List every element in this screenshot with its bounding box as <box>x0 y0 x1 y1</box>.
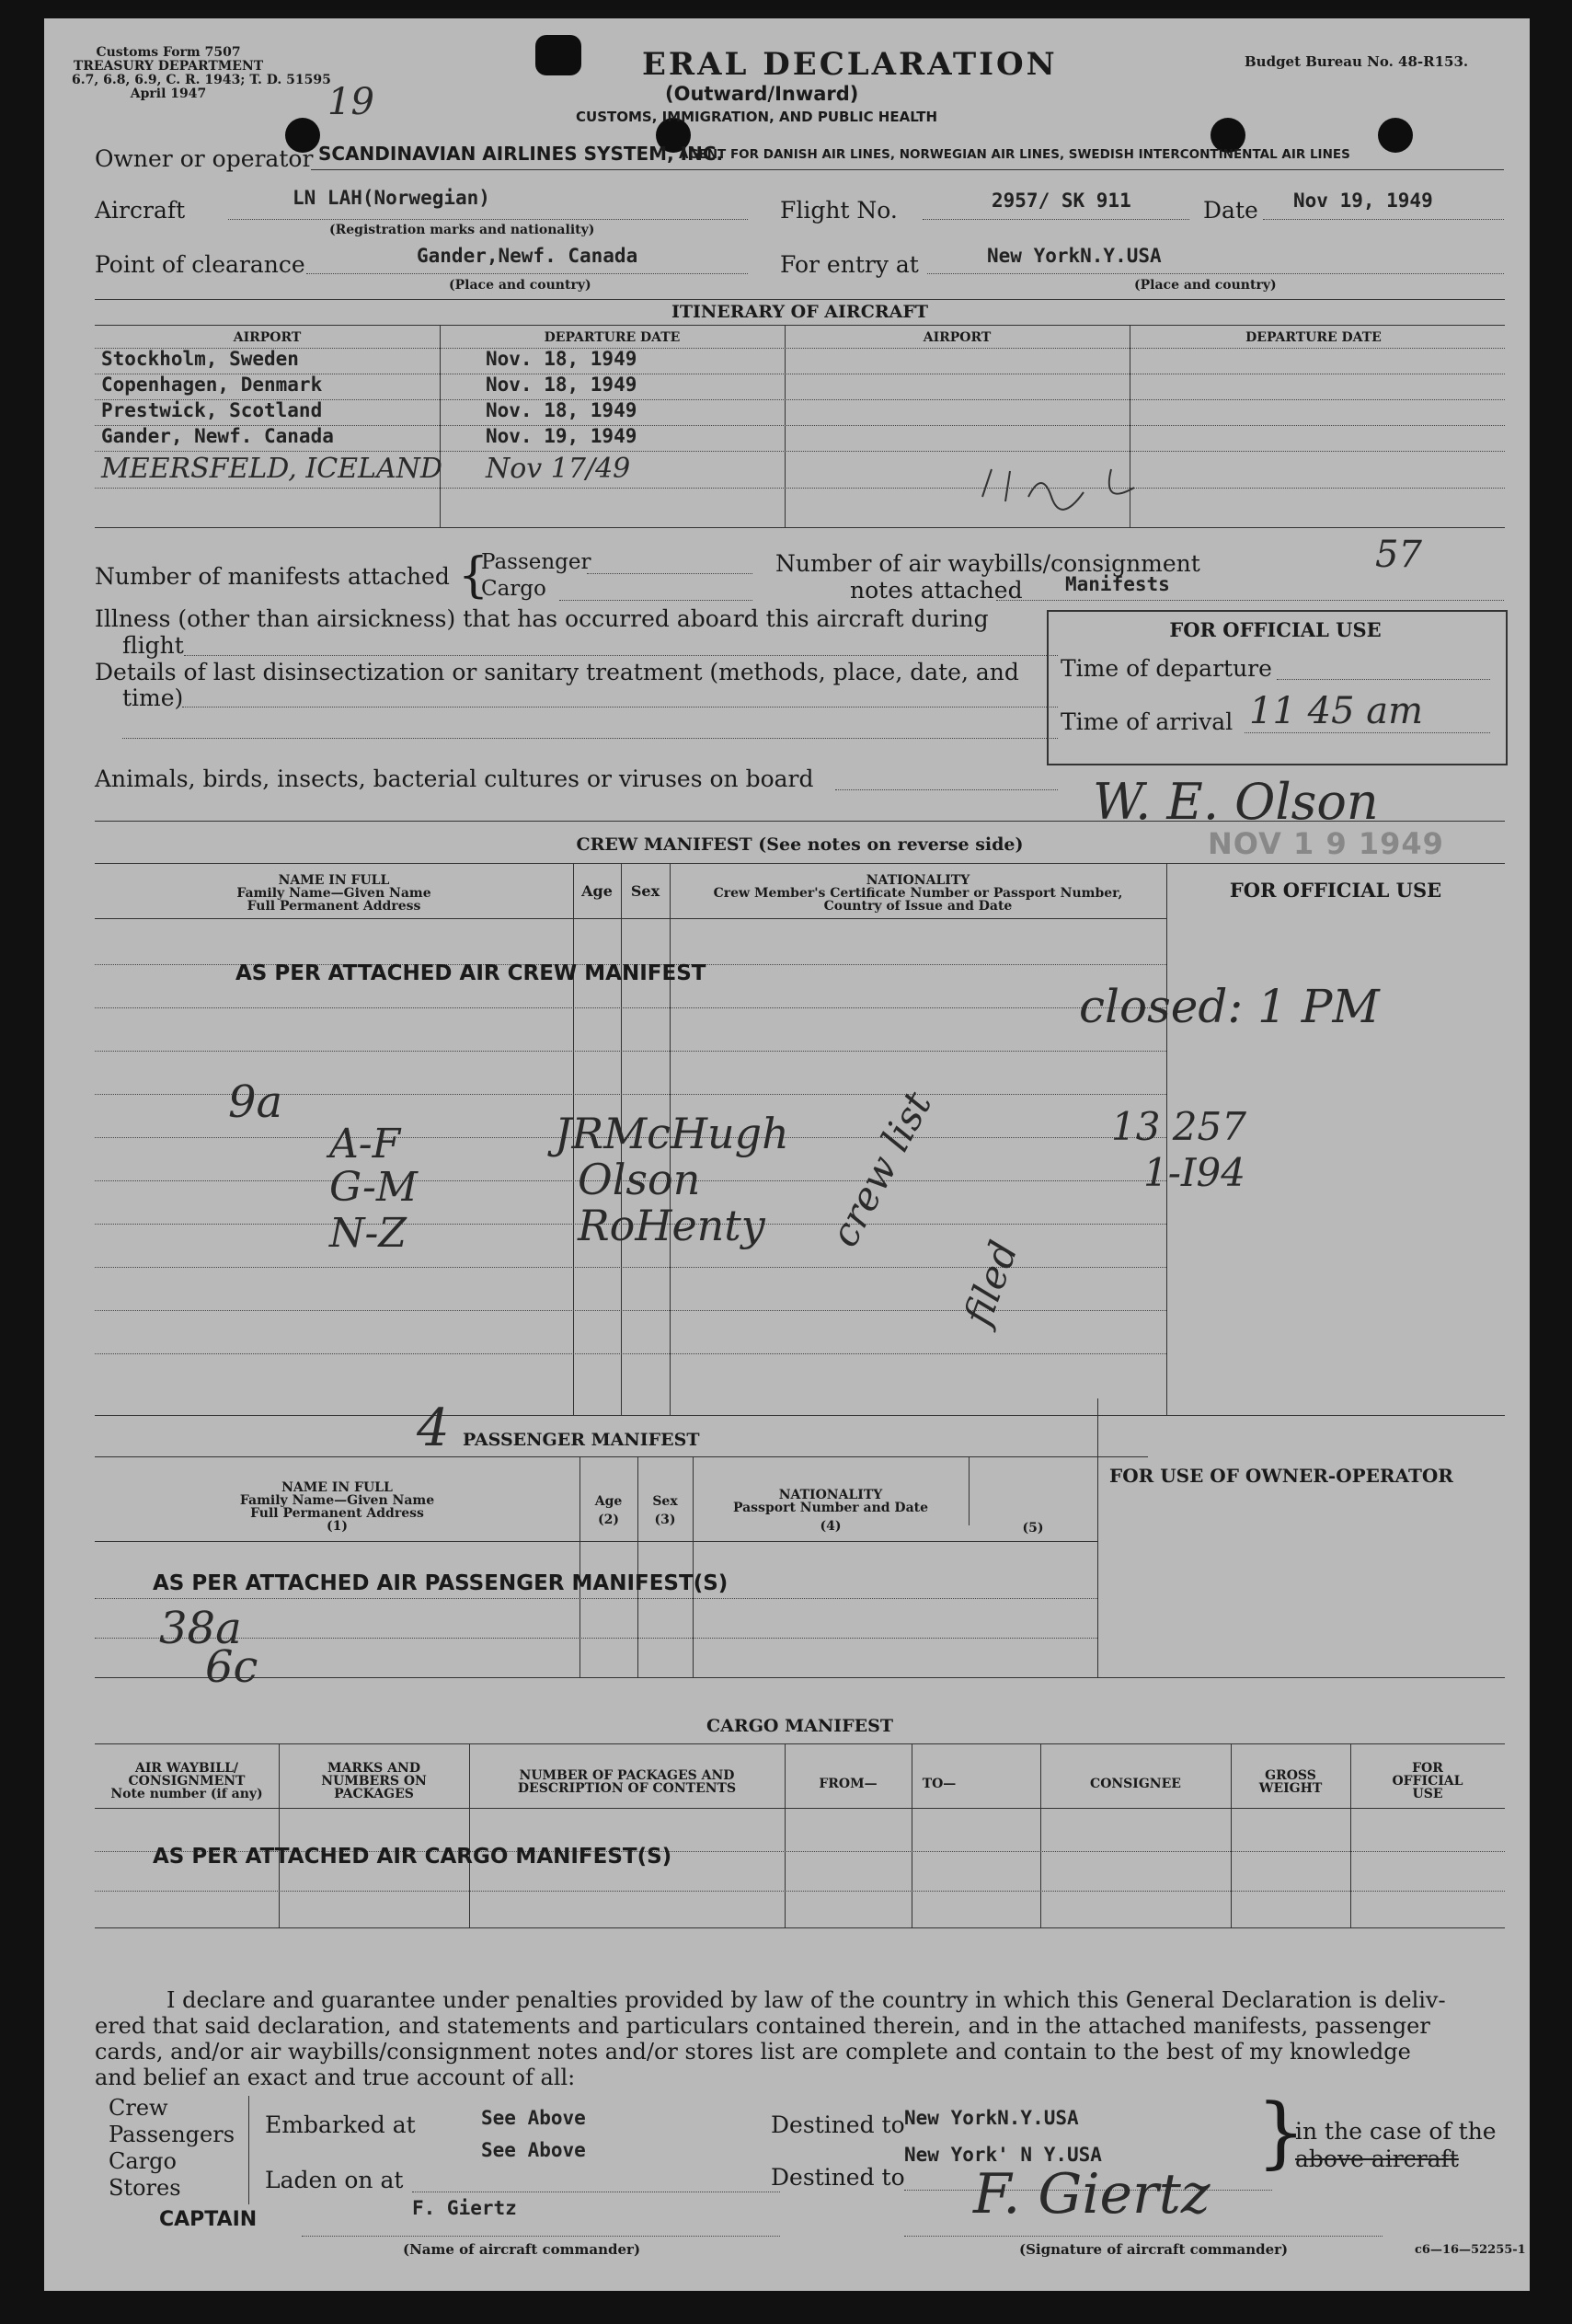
declaration-form <box>44 18 1530 2291</box>
cargo-col-official-2: OFFICIAL <box>1392 1774 1463 1789</box>
aircraft-rule <box>228 219 748 220</box>
passenger-col-name-num: (1) <box>327 1519 348 1534</box>
passenger-stamp-line: AS PER ATTACHED AIR PASSENGER MANIFEST(S) <box>153 1571 729 1595</box>
animals-label: Animals, birds, insects, bacterial cultures or viruses on board <box>95 765 814 792</box>
crew-col-name-2: Family Name—Given Name <box>236 886 431 901</box>
declaration-line: cards, and/or air waybills/consignment notes and/or stores list are complete and contain to the best of my knowledge <box>95 2039 1411 2065</box>
clearance-value: Gander,Newf. Canada <box>417 245 638 267</box>
cargo-head-bottom-rule <box>95 1808 1505 1809</box>
declaration-brace-rule <box>248 2096 249 2204</box>
itinerary-row-rule <box>95 488 1505 489</box>
crew-head-rule <box>95 863 1505 864</box>
budget-number: Budget Bureau No. 48-R153. <box>1245 53 1469 70</box>
clearance-rule <box>306 273 748 274</box>
disinsect-label: Details of last disinsectization or sanitary treatment (methods, place, date, and <box>95 659 1019 685</box>
date-label: Date <box>1203 197 1258 224</box>
passenger-col-sex <box>637 1495 693 1526</box>
cargo-col-waybill-2: CONSIGNMENT <box>128 1774 246 1789</box>
cargo-col-from: FROM— <box>819 1777 878 1791</box>
form-line: Customs Form 7507 <box>96 45 241 60</box>
destined-value-2: New York' N Y.USA <box>904 2144 1102 2166</box>
owner-operator-use: FOR USE OF OWNER-OPERATOR <box>1109 1465 1453 1487</box>
illness-label2: flight <box>122 632 184 659</box>
form-agencies: CUSTOMS, IMMIGRATION, AND PUBLIC HEALTH <box>576 109 938 125</box>
crew-row-rule <box>95 1310 1166 1311</box>
cargo-col-official <box>1350 1762 1505 1801</box>
official-use-title: FOR OFFICIAL USE <box>1169 618 1382 641</box>
crew-hand-signature: RoHenty <box>578 1201 765 1250</box>
waybills-rule <box>996 600 1504 601</box>
commander-rule <box>302 2236 780 2237</box>
destined-label-1: Destined to <box>771 2111 905 2138</box>
crew-top-rule <box>95 821 1505 822</box>
entry-caption: (Place and country) <box>1134 278 1277 293</box>
itinerary-header-airport-1: AIRPORT <box>233 330 302 345</box>
itinerary-airport: Copenhagen, Denmark <box>101 374 323 396</box>
itinerary-header-date-1: DEPARTURE DATE <box>544 330 681 345</box>
itinerary-header-date-2: DEPARTURE DATE <box>1245 330 1382 345</box>
illness-rule <box>184 655 1058 656</box>
in-case-label: in the case of the <box>1295 2118 1497 2145</box>
crew-col-nat-2: Crew Member's Certificate Number or Passport Number, <box>713 886 1123 901</box>
official-signature: W. E. Olson <box>1093 773 1379 831</box>
cargo-col-packages-1: NUMBER OF PACKAGES AND <box>519 1768 735 1783</box>
cargo-col-weight-1: GROSS <box>1265 1768 1316 1783</box>
aircraft-value: LN LAH(Norwegian) <box>293 187 490 209</box>
departure-rule <box>1277 679 1490 680</box>
entry-rule <box>927 273 1504 274</box>
print-code: c6—16—52255-1 <box>1415 2243 1526 2257</box>
declaration-item: Stores <box>109 2175 181 2201</box>
cargo-col-packages-2: DESCRIPTION OF CONTENTS <box>517 1781 737 1796</box>
crew-hand-number: 13 257 <box>1111 1104 1246 1149</box>
owner-rule <box>311 169 1504 170</box>
punch-hole <box>535 35 581 75</box>
waybills-value: Manifests <box>1065 573 1170 595</box>
itinerary-col-rule <box>440 325 441 527</box>
signature-rule <box>904 2236 1383 2237</box>
commander-name: F. Giertz <box>412 2197 517 2219</box>
embarked-label: Embarked at <box>265 2111 416 2138</box>
manifests-cargo-rule <box>559 600 752 601</box>
cargo-head-rule <box>95 1743 1505 1744</box>
cargo-col-waybill-3: Note number (if any) <box>110 1787 263 1801</box>
waybills-label2: notes attached <box>850 577 1023 604</box>
passenger-col-nat-num: (4) <box>820 1519 842 1534</box>
aircraft-label: Aircraft <box>95 197 186 224</box>
declaration-text <box>95 1987 1446 2090</box>
itinerary-airport: Prestwick, Scotland <box>101 399 323 421</box>
disinsect-rule <box>182 707 1058 708</box>
manifests-passenger: Passenger <box>481 550 591 574</box>
waybills-label: Number of air waybills/consignment <box>775 550 1200 577</box>
destined-value-1: New YorkN.Y.USA <box>904 2107 1079 2129</box>
passenger-col-rule <box>969 1456 970 1525</box>
flight-label: Flight No. <box>780 197 898 224</box>
crew-hand-note: crew list <box>821 1084 941 1255</box>
itinerary-date: Nov. 18, 1949 <box>486 399 637 421</box>
cargo-col-waybill-1: AIR WAYBILL/ <box>134 1761 239 1776</box>
passenger-row-rule <box>95 1598 1097 1599</box>
manifests-handwritten-count: 57 <box>1375 534 1422 576</box>
flight-rule <box>923 219 1189 220</box>
owner-label: Owner or operator <box>95 145 314 172</box>
itinerary-date-handwritten: Nov 17/49 <box>486 453 631 485</box>
cargo-col-rule <box>1040 1743 1041 1927</box>
passenger-col-name-2: Family Name—Given Name <box>239 1493 435 1508</box>
crew-col-age: Age <box>581 882 613 900</box>
disinsect-rule <box>122 738 1058 739</box>
cargo-col-weight <box>1231 1769 1350 1795</box>
disinsect-label2: time) <box>122 685 184 711</box>
cargo-col-waybill <box>95 1762 279 1801</box>
form-line: 6.7, 6.8, 6.9, C. R. 1943; T. D. 51595 <box>72 73 331 87</box>
crew-row-rule <box>95 1007 1166 1008</box>
passenger-hand-38a: 38a <box>159 1603 242 1654</box>
cargo-col-marks-2: NUMBERS ON <box>321 1774 427 1789</box>
arrival-label: Time of arrival <box>1061 708 1234 735</box>
passenger-col-name-3: Full Permanent Address <box>250 1506 424 1521</box>
passenger-col-sex-num: (3) <box>654 1513 676 1527</box>
cargo-row-rule <box>95 1891 1505 1892</box>
crew-hand-range: G-M <box>329 1164 418 1211</box>
crew-head-bottom-rule <box>95 918 1166 919</box>
owner-name: SCANDINAVIAN AIRLINES SYSTEM, INC. <box>318 143 724 165</box>
animals-rule <box>835 789 1058 790</box>
cargo-bottom-rule <box>95 1927 1505 1928</box>
departure-label: Time of departure <box>1061 655 1272 682</box>
crew-row-rule <box>95 1051 1166 1052</box>
cargo-col-consignee: CONSIGNEE <box>1090 1777 1181 1791</box>
passenger-hand-6c: 6c <box>205 1641 258 1693</box>
crew-col-sex: Sex <box>630 882 660 900</box>
cargo-col-packages <box>469 1769 785 1795</box>
passenger-head-bottom-rule <box>95 1541 1097 1542</box>
declaration-brace-right: } <box>1256 2087 1306 2177</box>
captain-label: CAPTAIN <box>159 2208 258 2231</box>
crew-bottom-rule <box>95 1415 1505 1416</box>
crew-stamp-line: AS PER ATTACHED AIR CREW MANIFEST <box>235 961 706 985</box>
declaration-line: I declare and guarantee under penalties provided by law of the country in which this General Declaration is deliv- <box>166 1987 1446 2013</box>
cargo-col-official-3: USE <box>1412 1787 1443 1801</box>
passenger-row-rule <box>95 1638 1097 1639</box>
crew-col-nat-1: NATIONALITY <box>866 873 970 888</box>
manifests-passenger-rule <box>587 573 752 574</box>
crew-col-name-1: NAME IN FULL <box>278 873 390 888</box>
itinerary-top-rule <box>95 299 1505 300</box>
passenger-col-rule <box>1097 1398 1098 1677</box>
itinerary-row-rule <box>95 451 1505 452</box>
itinerary-airport: Gander, Newf. Canada <box>101 425 334 447</box>
commander-caption: (Name of aircraft commander) <box>403 2241 641 2258</box>
passenger-col-rule <box>579 1456 580 1677</box>
passenger-col-age <box>579 1495 637 1526</box>
arrival-value: 11 45 am <box>1249 690 1424 732</box>
form-title: ERAL DECLARATION <box>642 46 1058 83</box>
entry-value: New YorkN.Y.USA <box>987 245 1162 267</box>
cargo-col-official-1: FOR <box>1412 1761 1443 1776</box>
entry-label: For entry at <box>780 251 919 278</box>
itinerary-col-rule <box>785 325 786 527</box>
manifests-label: Number of manifests attached <box>95 563 450 590</box>
declaration-item: Passengers <box>109 2122 235 2147</box>
clearance-caption: (Place and country) <box>449 278 591 293</box>
itinerary-date: Nov. 18, 1949 <box>486 374 637 396</box>
passenger-col-5: (5) <box>1022 1521 1044 1536</box>
crew-hand-range: N-Z <box>329 1210 407 1257</box>
aircraft-caption: (Registration marks and nationality) <box>329 223 595 237</box>
crew-hand-range: A-F <box>329 1121 401 1168</box>
itinerary-row-rule <box>95 348 1505 349</box>
clearance-label: Point of clearance <box>95 251 305 278</box>
passenger-head-rule <box>95 1456 1148 1457</box>
commander-signature: F. Giertz <box>973 2162 1211 2226</box>
passenger-col-age-label: Age <box>594 1494 623 1509</box>
signature-caption: (Signature of aircraft commander) <box>1019 2241 1289 2258</box>
manifests-brace: { <box>458 548 489 604</box>
crew-col-nat-3: Country of Issue and Date <box>823 899 1013 914</box>
crew-hand-signature: Olson <box>578 1155 701 1204</box>
passenger-col-name <box>95 1481 579 1533</box>
itinerary-bottom-rule <box>95 527 1505 528</box>
cargo-col-marks-3: PACKAGES <box>334 1787 414 1801</box>
crew-hand-number: 1-I94 <box>1143 1150 1245 1195</box>
cargo-col-marks <box>279 1762 469 1801</box>
cargo-col-marks-1: MARKS AND <box>327 1761 420 1776</box>
cargo-col-rule <box>785 1743 786 1927</box>
cargo-stamp-line: AS PER ATTACHED AIR CARGO MANIFEST(S) <box>153 1845 672 1869</box>
official-stamp: NOV 1 9 1949 <box>1208 826 1444 861</box>
destined-label-2: Destined to <box>771 2164 905 2191</box>
passenger-col-sex-label: Sex <box>652 1494 678 1509</box>
passenger-col-rule <box>637 1456 638 1677</box>
passenger-col-age-num: (2) <box>598 1513 619 1527</box>
declaration-line: ered that said declaration, and statements and particulars contained therein, and in the attached manifests, passenger <box>95 2013 1430 2039</box>
form-line: April 1947 <box>130 86 207 101</box>
crew-title: CREW MANIFEST (See notes on reverse side) <box>576 834 1024 855</box>
flight-value: 2957/ SK 911 <box>992 190 1131 212</box>
passenger-col-nat-2: Passport Number and Date <box>732 1501 929 1515</box>
punch-hole <box>1378 118 1413 153</box>
crew-hand-9a: 9a <box>228 1076 283 1128</box>
laden-label: Laden on at <box>265 2167 404 2193</box>
form-subtitle: (Outward/Inward) <box>665 83 859 105</box>
passenger-col-nationality <box>693 1489 969 1533</box>
embarked-value: See Above <box>481 2107 586 2129</box>
itinerary-airport: Stockholm, Sweden <box>101 348 299 370</box>
form-number-block <box>72 45 331 101</box>
date-rule <box>1263 219 1504 220</box>
handwritten-number: 19 <box>327 81 374 123</box>
crew-hand-signature: JRMcHugh <box>555 1109 789 1158</box>
date-value: Nov 19, 1949 <box>1293 190 1433 212</box>
passenger-title: PASSENGER MANIFEST <box>463 1430 700 1450</box>
owner-agent: AGENT FOR DANISH AIR LINES, NORWEGIAN AIR LINES, SWEDISH INTERCONTINENTAL AIR LINES <box>679 147 1350 162</box>
cargo-col-weight-2: WEIGHT <box>1258 1781 1323 1796</box>
crew-col-name <box>95 874 573 913</box>
itinerary-scribble <box>973 460 1157 515</box>
crew-hand-closed: closed: 1 PM <box>1079 980 1380 1033</box>
itinerary-date: Nov. 19, 1949 <box>486 425 637 447</box>
itinerary-title: ITINERARY OF AIRCRAFT <box>671 302 929 322</box>
crew-col-name-3: Full Permanent Address <box>247 899 421 914</box>
itinerary-airport-handwritten: MEERSFELD, ICELAND <box>101 453 442 485</box>
passenger-col-name-1: NAME IN FULL <box>281 1480 393 1495</box>
declaration-items <box>109 2095 235 2202</box>
itinerary-date: Nov. 18, 1949 <box>486 348 637 370</box>
form-line: TREASURY DEPARTMENT <box>73 59 264 74</box>
passenger-col-nat-1: NATIONALITY <box>778 1488 883 1502</box>
declaration-line: and belief an exact and true account of all: <box>95 2065 576 2090</box>
itinerary-header-airport-2: AIRPORT <box>923 330 992 345</box>
passenger-bottom-rule <box>95 1677 1505 1678</box>
cargo-title: CARGO MANIFEST <box>706 1716 893 1736</box>
above-aircraft-label: above aircraft <box>1295 2146 1459 2172</box>
manifests-cargo: Cargo <box>481 577 546 601</box>
itinerary-head-rule <box>95 325 1505 326</box>
crew-col-official: FOR OFFICIAL USE <box>1229 879 1442 902</box>
arrival-rule <box>1245 732 1490 733</box>
cargo-col-to: TO— <box>922 1777 957 1791</box>
illness-label: Illness (other than airsickness) that has occurred aboard this aircraft during <box>95 605 989 632</box>
declaration-item: Cargo <box>109 2148 177 2174</box>
crew-row-rule <box>95 1353 1166 1354</box>
crew-col-nationality <box>670 874 1166 913</box>
declaration-item: Crew <box>109 2095 168 2121</box>
embarked-value-2: See Above <box>481 2139 586 2161</box>
passenger-hand-count: 4 <box>417 1398 450 1458</box>
crew-hand-note: filed <box>955 1235 1027 1331</box>
